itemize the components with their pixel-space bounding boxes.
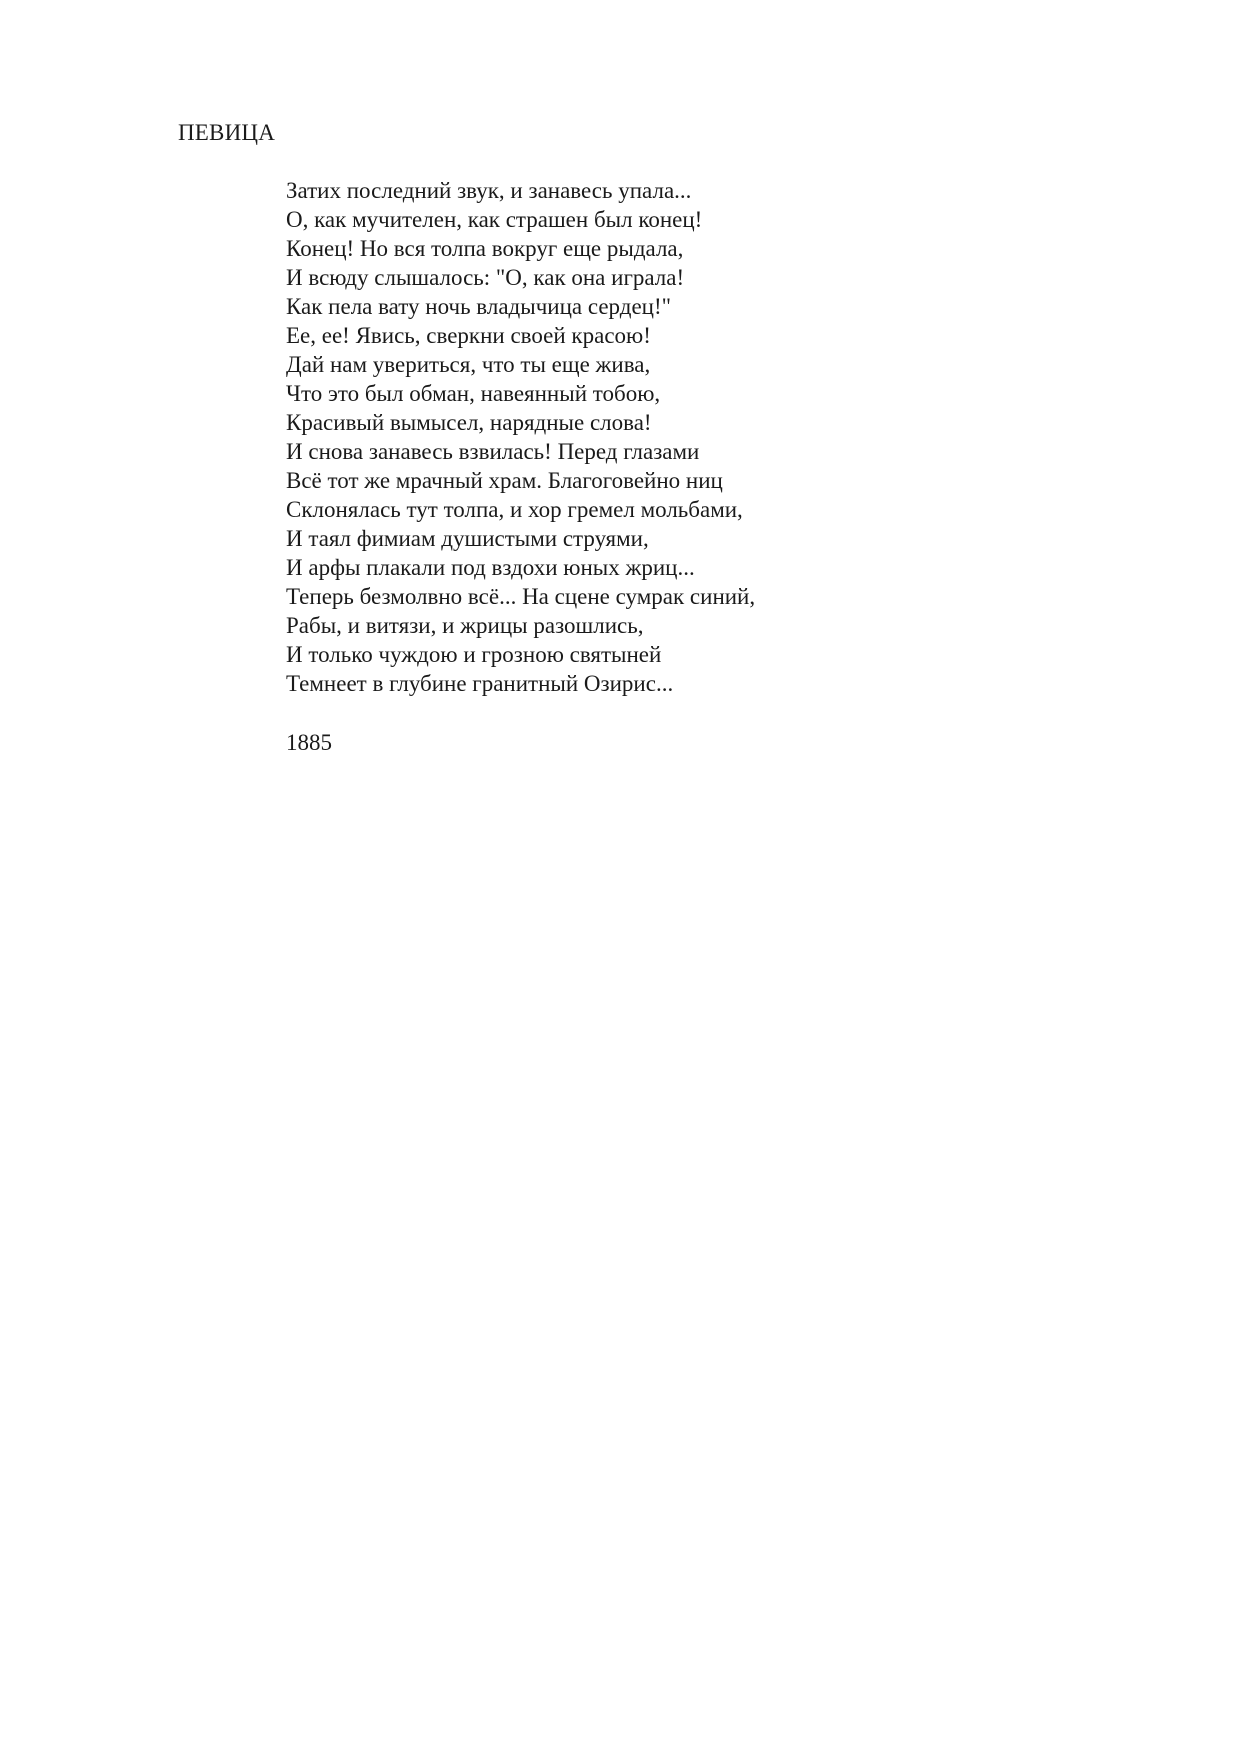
poem-line: И таял фимиам душистыми струями, [286,526,649,551]
poem-line: Затих последний звук, и занавесь упала... [286,178,692,203]
poem-line: И арфы плакали под вздохи юных жриц... [286,555,695,580]
poem-line: Красивый вымысел, нарядные слова! [286,410,652,435]
poem-line: Теперь безмолвно всё... На сцене сумрак синий, [286,584,756,609]
poem-body [286,176,755,698]
poem-line: Темнеет в глубине гранитный Озирис... [286,671,674,696]
poem-line: И всюду слышалось: "О, как она играла! [286,265,685,290]
poem-line: Как пела вату ночь владычица сердец!" [286,294,672,319]
poem-line: И только чуждою и грозною святыней [286,642,662,667]
poem-year: 1885 [286,730,332,755]
poem-line: Ее, ее! Явись, сверкни своей красою! [286,323,651,348]
poem-line: Рабы, и витязи, и жрицы разошлись, [286,613,644,638]
poem-line: Что это был обман, навеянный тобою, [286,381,661,406]
poem-line: Дай нам увериться, что ты еще жива, [286,352,651,377]
poem-line: И снова занавесь взвилась! Перед глазами [286,439,700,464]
poem-line: Склонялась тут толпа, и хор гремел мольбами, [286,497,743,522]
poem-line: Конец! Но вся толпа вокруг еще рыдала, [286,236,684,261]
poem-title: ПЕВИЦА [178,120,276,145]
poem-line: Всё тот же мрачный храм. Благоговейно ниц [286,468,723,493]
poem-line: О, как мучителен, как страшен был конец! [286,207,703,232]
